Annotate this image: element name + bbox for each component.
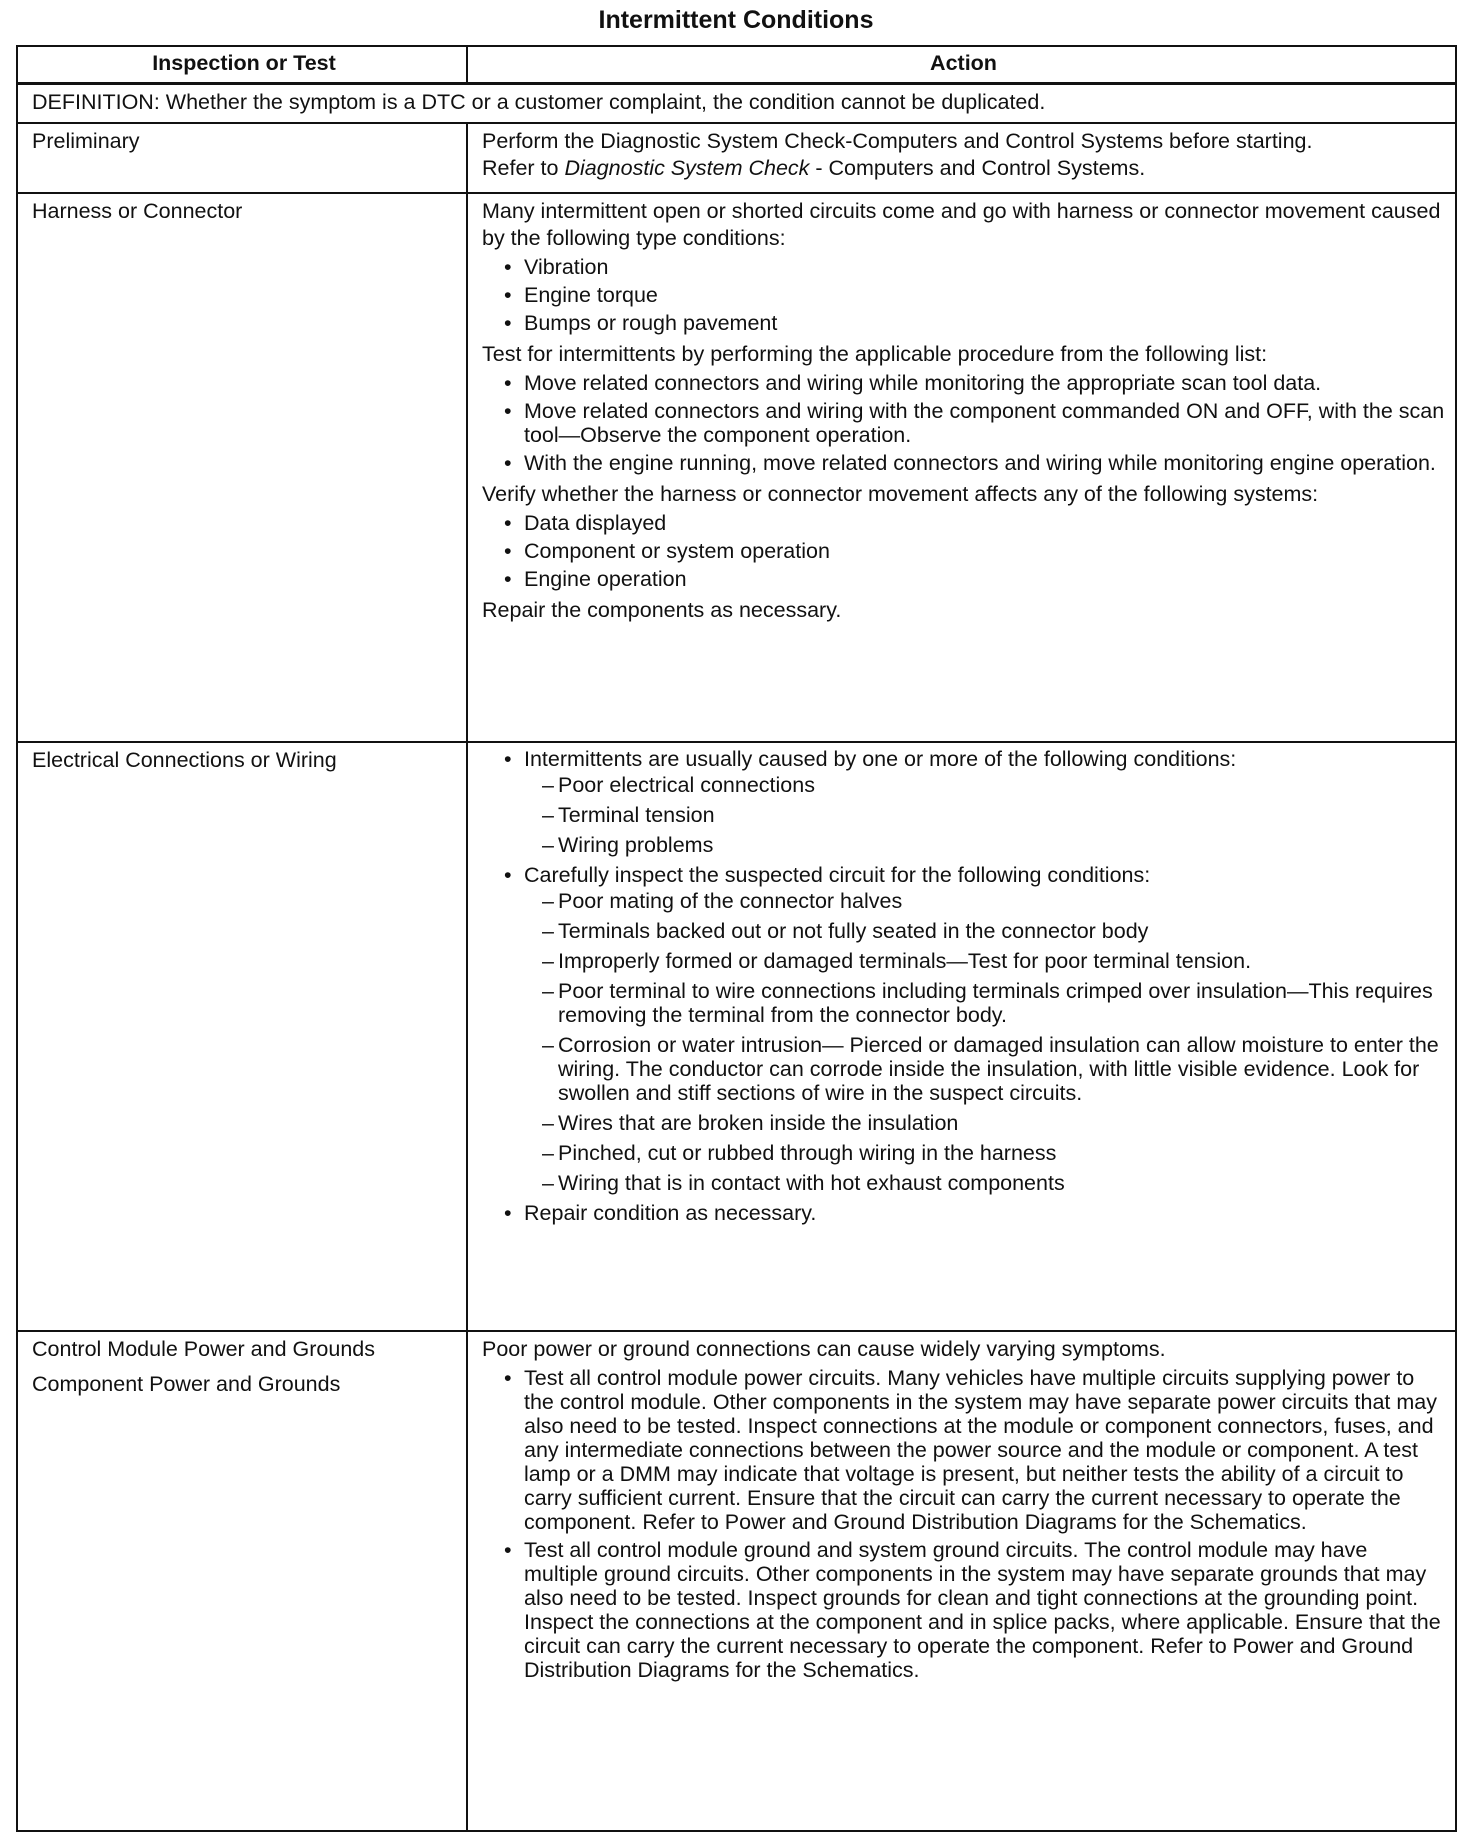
list-item: – Poor electrical connections — [558, 773, 1445, 797]
action-text — [482, 155, 1445, 182]
action-text: Poor power or ground connections can cause widely varying symptoms. — [482, 1336, 1166, 1361]
header-inspection: Inspection or Test — [17, 46, 467, 84]
action-text: Many intermittent open or shorted circuits come and go with harness or connector movement caused by the following type conditions: — [482, 198, 1441, 250]
reference-link-text: Diagnostic System Check — [564, 155, 810, 180]
row-label — [17, 1331, 467, 1831]
list-item: – Wiring problems — [558, 833, 1445, 857]
table-row — [17, 193, 1456, 742]
list-item: – Wiring that is in contact with hot exhaust components — [558, 1171, 1445, 1195]
sub-list — [524, 889, 1445, 1195]
header-row — [17, 46, 1456, 84]
header-action: Action — [467, 46, 1456, 84]
row-action — [467, 123, 1456, 193]
list-item: • Move related connectors and wiring while monitoring the appropriate scan tool data. — [524, 371, 1445, 395]
list-item: • Vibration — [524, 255, 1445, 279]
action-text: Verify whether the harness or connector movement affects any of the following systems: — [482, 481, 1319, 506]
list-item: • Component or system operation — [524, 539, 1445, 563]
list-item: • Engine operation — [524, 567, 1445, 591]
row-action — [467, 742, 1456, 1331]
intermittent-conditions-table — [16, 45, 1457, 1832]
row-label: Preliminary — [17, 123, 467, 193]
table-row — [17, 742, 1456, 1331]
test-list — [482, 371, 1445, 475]
text: - Computers and Control Systems. — [809, 155, 1146, 180]
label-line: Component Power and Grounds — [32, 1371, 341, 1396]
row-action — [467, 193, 1456, 742]
list-item: • Engine torque — [524, 283, 1445, 307]
row-label: Electrical Connections or Wiring — [17, 742, 467, 1331]
text: Intermittents are usually caused by one or more of the following conditions: — [524, 746, 1237, 771]
list-item: – Improperly formed or damaged terminals—Test for poor terminal tension. — [558, 949, 1445, 973]
list-item: – Pinched, cut or rubbed through wiring in the harness — [558, 1141, 1445, 1165]
text: Refer to — [482, 155, 565, 180]
document-title: Intermittent Conditions — [598, 6, 874, 34]
label-line: Control Module Power and Grounds — [32, 1336, 375, 1361]
row-action — [467, 1331, 1456, 1831]
row-label: Harness or Connector — [17, 193, 467, 742]
list-item — [524, 863, 1445, 1195]
list-item: • Test all control module power circuits. Many vehicles have multiple circuits supplying power to the control module. Other components in the system may have separate power circuits that may also need to be tested. Inspect connections at the module or component connectors, fuses, and any intermediate connections between the power source and the module or component. A test lamp or a DMM may indicate that voltage is present, but neither tests the ability of a circuit to carry sufficient current. Ensure that the circuit can carry the current necessary to operate the component. Refer to Power and Ground Distribution Diagrams for the Schematics. — [524, 1366, 1445, 1534]
list-item: – Poor terminal to wire connections including terminals crimped over insulation—This requires removing the terminal from the connector body. — [558, 979, 1445, 1027]
system-list — [482, 511, 1445, 591]
list-item: • Test all control module ground and system ground circuits. The control module may have multiple ground circuits. Other components in the system may have separate grounds that may also need to be tested. Inspect grounds for clean and tight connections at the grounding point. Inspect the connections at the component and in splice packs, where applicable. Ensure that the circuit can carry the current necessary to operate the component. Refer to Power and Ground Distribution Diagrams for the Schematics. — [524, 1538, 1445, 1682]
action-text: Repair the components as necessary. — [482, 597, 842, 622]
list-item: – Corrosion or water intrusion— Pierced or damaged insulation can allow moisture to enter the wiring. The conductor can corrode inside the insulation, with little visible evidence. Look for swollen and stiff sections of wire in the suspect circuits. — [558, 1033, 1445, 1105]
bullet-list — [482, 1366, 1445, 1682]
list-item: – Terminal tension — [558, 803, 1445, 827]
list-item — [524, 747, 1445, 857]
list-item: – Terminals backed out or not fully seated in the connector body — [558, 919, 1445, 943]
condition-list — [482, 255, 1445, 335]
action-text: Perform the Diagnostic System Check-Computers and Control Systems before starting. — [482, 128, 1313, 153]
table-row — [17, 1331, 1456, 1831]
list-item: • Repair condition as necessary. — [524, 1201, 1445, 1225]
list-item: • Bumps or rough pavement — [524, 311, 1445, 335]
text: Carefully inspect the suspected circuit for the following conditions: — [524, 862, 1151, 887]
definition-row — [17, 84, 1456, 123]
table-row — [17, 123, 1456, 193]
list-item: • Data displayed — [524, 511, 1445, 535]
sub-list — [524, 773, 1445, 857]
definition-text: DEFINITION: Whether the symptom is a DTC or a customer complaint, the condition cannot be duplicated. — [17, 84, 1456, 123]
list-item: – Poor mating of the connector halves — [558, 889, 1445, 913]
action-text: Test for intermittents by performing the applicable procedure from the following list: — [482, 341, 1268, 366]
list-item: • Move related connectors and wiring with the component commanded ON and OFF, with the scan tool—Observe the component operation. — [524, 399, 1445, 447]
list-item: – Wires that are broken inside the insulation — [558, 1111, 1445, 1135]
list-item: • With the engine running, move related connectors and wiring while monitoring engine operation. — [524, 451, 1445, 475]
bullet-list — [482, 747, 1445, 1225]
